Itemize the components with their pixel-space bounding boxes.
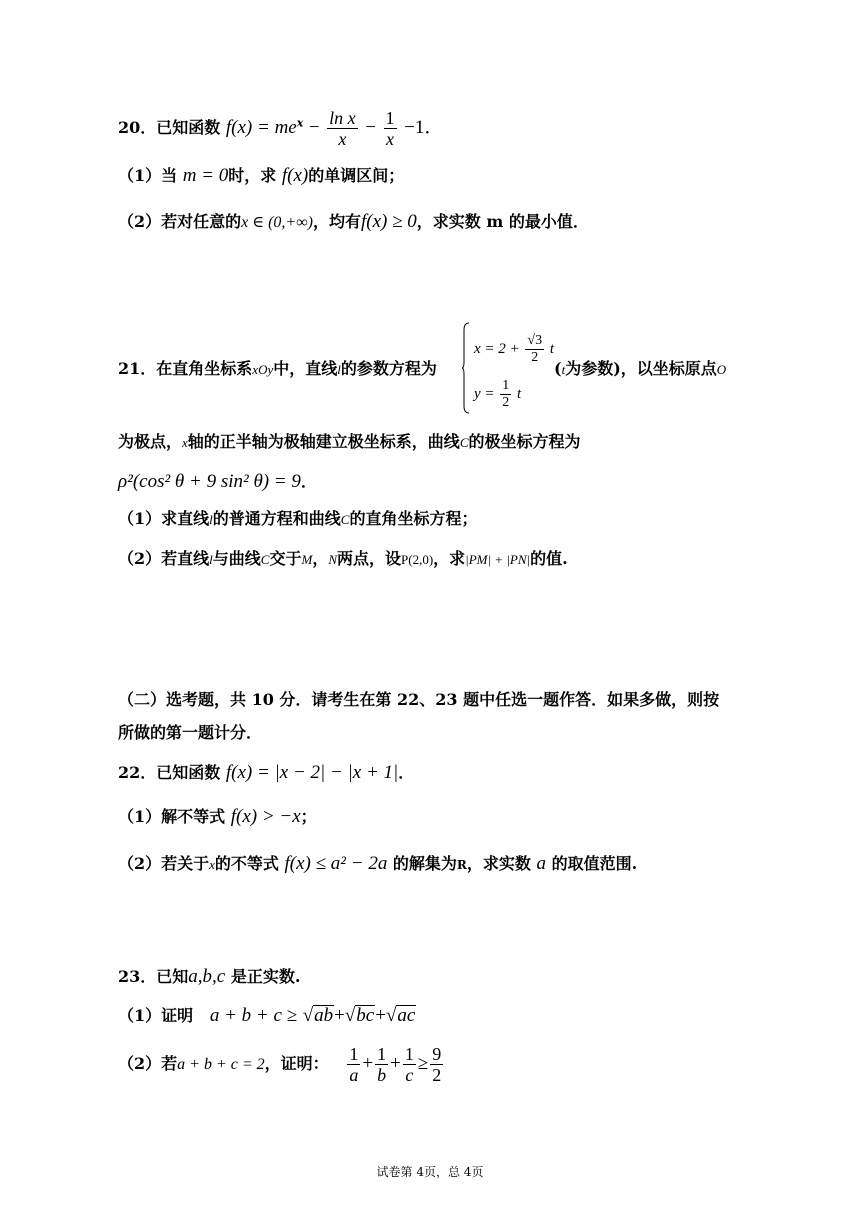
q21-mid2: 的参数方程为 <box>340 359 437 378</box>
q20-p1-f: f(x) <box>281 165 309 186</box>
q21-polar-math: ρ²(cos² θ + 9 sin² θ) = 9 <box>118 471 301 492</box>
q21-origin: O <box>716 362 727 377</box>
q21-note-t: t <box>561 362 566 377</box>
q21-brace <box>462 322 470 414</box>
q21-eq2-num: 1 <box>502 378 510 393</box>
q21-p2-a: （2）若直线 <box>118 549 210 568</box>
q20-tail: −1． <box>404 117 444 138</box>
page-footer: 试卷第 4页，总 4页 <box>376 1165 484 1179</box>
q23-f3-num: 1 <box>404 1044 414 1064</box>
q20-exp: x <box>296 116 304 130</box>
q21-intro: 在直角坐标系 <box>156 359 253 378</box>
q22-intro: 已知函数 <box>156 763 221 782</box>
q23-r-den: 2 <box>432 1065 442 1085</box>
q22-p2-var-a: a <box>536 853 546 874</box>
q21-p1-b: 的普通方程和曲线 <box>212 509 341 528</box>
q20-func: f(x) = me <box>225 117 297 138</box>
q20-part1 <box>118 165 404 187</box>
q21-l2-c: 的极坐标方程为 <box>468 432 581 451</box>
q20-frac-1x <box>384 108 397 149</box>
q23-intro: 已知 <box>156 967 189 986</box>
q23-f1-den: a <box>349 1065 359 1085</box>
q22-p1-math: f(x) > −x <box>230 806 301 827</box>
q22-p2-R: R <box>456 858 467 872</box>
q21-p2-d: ， <box>312 549 329 568</box>
q20-intro: 已知函数 <box>156 118 221 137</box>
q21-param-note <box>554 358 726 381</box>
q23-f3-den: c <box>405 1065 414 1085</box>
q23-p2-frac-c <box>403 1044 416 1085</box>
q20-part2 <box>118 211 589 234</box>
q23-p2-frac-b <box>375 1044 388 1085</box>
q23-p2-b: ，证明： <box>264 1054 329 1073</box>
q21-line2 <box>118 431 581 454</box>
q22-p2-a: （2）若关于 <box>118 854 210 873</box>
q20-frac2-den: x <box>386 129 395 149</box>
q23-part2: （2）若a + b + c = 2，证明： $\frac{1}{a}$ + $\frac{1}{b}$ + $\frac{1}{c}$ ≥ $\frac{9}{2}$ <box>118 1044 442 1085</box>
q20-p2-math: x ∈ (0,+∞) <box>241 214 313 231</box>
q23-p2-frac-a <box>347 1044 360 1085</box>
q22-p2-x: x <box>209 857 215 872</box>
q23-p1-sqrt-ac: ac <box>397 1005 416 1026</box>
q21-eq1-t: t <box>549 340 555 357</box>
q21-eq2-pre: y = <box>474 385 495 402</box>
q22-p2-d: ，求实数 <box>466 854 531 873</box>
q22-part2 <box>118 853 637 876</box>
q22-p1-a: （1）解不等式 <box>118 807 226 826</box>
sqrt-icon: √ <box>344 1005 356 1026</box>
section2-line1: （二）选考题，共 10 分．请考生在第 22、23 题中任选一题作答．如果多做，则按 <box>118 690 720 709</box>
q20-frac1-num: ln x <box>329 108 356 128</box>
q21-p2-g: 的值. <box>530 549 568 568</box>
q21-eq1-frac <box>525 333 544 366</box>
q21-eq2-frac <box>500 378 511 411</box>
q23-number: 23． <box>118 967 157 986</box>
q21-eq1-pre: x = 2 + <box>474 340 520 357</box>
q20-p1-label: （1）当 <box>118 166 178 185</box>
q21-p2-P: P(2,0) <box>401 552 434 567</box>
section2-line2: 所做的第一题计分． <box>118 723 263 742</box>
q21-note-b: 为参数)，以坐标原点 <box>565 359 717 378</box>
q21-p1-c: 的直角坐标方程； <box>349 509 478 528</box>
q21-l2-x: x <box>182 435 188 450</box>
q22-p2-math: f(x) ≤ a² − 2a <box>284 853 388 874</box>
q21-p2-C: C <box>260 552 270 567</box>
q22-stem <box>118 762 414 784</box>
q21-p2-e: 两点，设 <box>337 549 402 568</box>
q20-p2-end: ，求实数 m 的最小值． <box>416 212 589 231</box>
q21-mid1: 中，直线 <box>273 359 338 378</box>
q21-eq2-t: t <box>517 385 522 402</box>
q20-p1-end: 的单调区间； <box>308 166 405 185</box>
q21-part1 <box>118 508 477 531</box>
q21-p2-M: M <box>301 552 313 567</box>
sqrt-icon: √ <box>385 1005 397 1026</box>
q22-p1-end: ； <box>300 807 317 826</box>
q20-number: 20． <box>118 118 157 137</box>
q21-p1-l: l <box>209 512 213 527</box>
q21-polar-end: ． <box>300 472 317 491</box>
q21-eq2 <box>474 378 521 411</box>
q23-p1-sqrt-bc: bc <box>356 1005 375 1026</box>
q23-p1-a: （1）证明 <box>118 1006 194 1025</box>
q21-p2-expr: |PM| + |PN| <box>465 552 531 567</box>
q21-eq1-num: √3 <box>527 333 543 348</box>
q21-p2-l: l <box>209 552 213 567</box>
q21-eq2-den: 2 <box>502 395 510 410</box>
q21-xoy: xOy <box>252 362 274 377</box>
q20-frac2-num: 1 <box>385 108 395 128</box>
q20-frac-lnx <box>327 108 358 149</box>
q23-p1-sqrt-ab: ab <box>314 1005 334 1026</box>
q22-func: f(x) = |x − 2| − |x + 1| <box>225 762 399 783</box>
q22-end: ． <box>398 763 415 782</box>
q23-part1: （1）证明 a + b + c ≥ √ab+√bc+√ac <box>118 1005 416 1026</box>
q20-frac1-den: x <box>338 129 347 149</box>
q23-f2-den: b <box>377 1065 387 1085</box>
q20-minus2: − <box>365 117 376 138</box>
q21-p1-a: （1）求直线 <box>118 509 210 528</box>
q23-p2-frac-r <box>430 1044 443 1085</box>
q23-vars: a,b,c <box>188 966 226 987</box>
q22-p2-e: 的取值范围. <box>551 854 638 873</box>
q20-p2-label: （2）若对任意的 <box>118 212 242 231</box>
q23-end: 是正实数. <box>230 967 301 986</box>
q21-eq1-den: 2 <box>531 350 539 365</box>
q22-part1 <box>118 806 317 828</box>
q23-r-num: 9 <box>432 1044 442 1064</box>
q20-minus1: − <box>308 117 320 138</box>
q20-p1-math: m = 0 <box>182 165 229 186</box>
q23-p2-cond: a + b + c = 2 <box>177 1056 265 1073</box>
q21-eq1 <box>474 333 554 366</box>
q20-stem <box>118 108 443 149</box>
q21-p1-C: C <box>340 512 350 527</box>
q21-p2-c: 交于 <box>269 549 302 568</box>
q21-stem <box>118 358 437 381</box>
q21-number: 21． <box>118 359 157 378</box>
q20-p2-ineq: f(x) ≥ 0 <box>360 211 417 232</box>
q21-p2-b: 与曲线 <box>212 549 261 568</box>
q21-l2-a: 为极点， <box>118 432 183 451</box>
q21-part2 <box>118 548 568 571</box>
q21-polar-eq <box>118 471 317 493</box>
q23-f1-num: 1 <box>349 1044 359 1064</box>
q21-p2-N: N <box>328 552 337 567</box>
sqrt-icon: √ <box>302 1005 314 1026</box>
q22-number: 22． <box>118 763 157 782</box>
q22-p2-c: 的解集为 <box>392 854 457 873</box>
q20-p2-mid: ，均有 <box>312 212 361 231</box>
q23-p2-a: （2）若 <box>118 1054 178 1073</box>
q23-f2-num: 1 <box>377 1044 387 1064</box>
q20-p1-mid: 时，求 <box>228 166 277 185</box>
q21-l2-C: C <box>459 435 469 450</box>
q21-l2-b: 轴的正半轴为极轴建立极坐标系，曲线 <box>187 432 460 451</box>
q21-note-a: ( <box>554 359 562 378</box>
q21-l: l <box>337 362 341 377</box>
q23-stem <box>118 966 300 988</box>
q22-p2-b: 的不等式 <box>214 854 279 873</box>
q23-p1-lhs: a + b + c ≥ <box>209 1005 298 1026</box>
q21-p2-f: ，求 <box>433 549 466 568</box>
